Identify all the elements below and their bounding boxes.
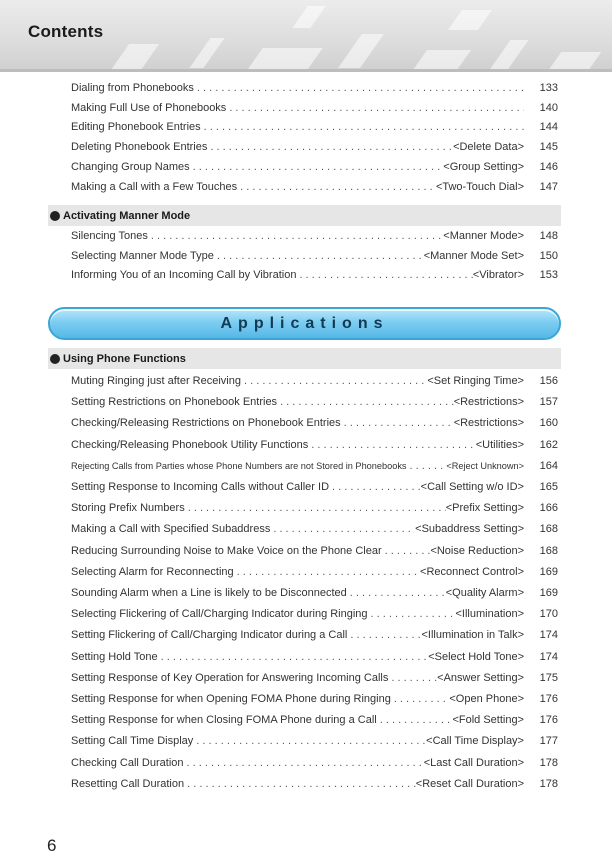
entry-title: Sounding Alarm when a Line is likely to be Disconnected: [71, 587, 347, 599]
entry-title: Making Full Use of Phonebooks: [71, 101, 227, 114]
entry-title: Reducing Surrounding Noise to Make Voice on the Phone Clear: [71, 544, 382, 557]
dot-leader: [237, 179, 436, 195]
toc-entry[interactable]: [71, 755, 558, 771]
dot-leader: [382, 543, 431, 559]
entry-function-name: <Reject Unknown>: [446, 460, 524, 471]
entry-function-name: <Restrictions>: [453, 396, 524, 409]
section-heading-manner-mode: [48, 205, 561, 226]
toc-entry[interactable]: [71, 437, 558, 453]
toc-entry[interactable]: [71, 248, 558, 264]
entry-page-number: 153: [539, 269, 558, 282]
entry-title: Selecting Manner Mode Type: [71, 249, 214, 262]
dot-leader: [368, 606, 456, 622]
entry-function-name: <Manner Mode Set>: [423, 249, 524, 262]
entry-title: Dialing from Phonebooks: [71, 82, 194, 94]
entry-page-number: 165: [539, 481, 558, 493]
entry-function-name: <Manner Mode>: [443, 230, 524, 242]
toc-entry[interactable]: [71, 100, 558, 116]
toc-entry[interactable]: [71, 139, 558, 155]
dot-leader: [347, 627, 421, 643]
section-label: Activating Manner Mode: [63, 209, 191, 222]
dot-leader: [341, 415, 454, 431]
toc-entry[interactable]: [71, 500, 558, 516]
dot-leader: [308, 437, 475, 453]
toc-entry[interactable]: [71, 159, 558, 175]
entry-page-number: 166: [539, 502, 558, 515]
toc-entry[interactable]: [71, 585, 558, 601]
applications-banner: [48, 307, 561, 340]
entry-title: Changing Group Names: [71, 160, 190, 173]
toc-entry[interactable]: [71, 267, 558, 283]
dot-leader: [158, 649, 429, 665]
page-title: Contents: [28, 22, 104, 41]
entry-function-name: <Last Call Duration>: [423, 756, 524, 769]
entry-page-number: 162: [539, 438, 558, 451]
entry-function-name: <Noise Reduction>: [430, 544, 524, 557]
entry-function-name: <Illumination in Talk>: [421, 629, 524, 642]
dot-leader: [226, 100, 524, 116]
dot-leader: [388, 670, 437, 686]
entry-page-number: 176: [539, 693, 558, 705]
page-header: [0, 0, 612, 72]
entry-title: Resetting Call Duration: [71, 777, 185, 790]
entry-title: Selecting Flickering of Call/Charging Indicator during Ringing: [71, 608, 368, 621]
dot-leader: [296, 267, 472, 283]
applications-label: Applications: [220, 314, 389, 332]
entry-function-name: <Prefix Setting>: [445, 502, 524, 515]
entry-page-number: 174: [539, 629, 558, 642]
entry-function-name: <Vibrator>: [472, 269, 524, 282]
entry-function-name: <Utilities>: [475, 438, 524, 451]
toc-entry[interactable]: [71, 373, 558, 389]
entry-title: Setting Hold Tone: [71, 650, 158, 663]
entry-function-name: <Open Phone>: [449, 693, 524, 705]
entry-page-number: 148: [539, 230, 558, 242]
toc-entry[interactable]: [71, 415, 558, 431]
entry-title: Setting Response to Incoming Calls without Caller ID: [71, 481, 330, 493]
toc-entry[interactable]: [71, 776, 558, 792]
entry-function-name: <Restrictions>: [453, 417, 524, 430]
section-heading-phone-functions: [48, 348, 561, 369]
entry-title: Setting Response for when Opening FOMA Phone during Ringing: [71, 693, 391, 705]
entry-function-name: <Group Setting>: [443, 160, 524, 173]
toc-entry[interactable]: [71, 627, 558, 643]
entry-title: Setting Restrictions on Phonebook Entries: [71, 396, 278, 409]
entry-page-number: 178: [539, 756, 558, 769]
entry-page-number: 140: [539, 101, 558, 114]
entry-title: Selecting Alarm for Reconnecting: [71, 565, 234, 578]
entry-function-name: <Select Hold Tone>: [428, 650, 524, 663]
dot-leader: [377, 712, 453, 728]
dot-leader: [193, 733, 426, 749]
toc-entry[interactable]: [71, 606, 558, 622]
bullet-icon: [50, 211, 60, 221]
entry-page-number: 145: [539, 141, 558, 154]
entry-page-number: 176: [539, 714, 558, 727]
entry-page-number: 144: [539, 121, 558, 134]
entry-function-name: <Two-Touch Dial>: [435, 180, 524, 193]
entry-title: Checking Call Duration: [71, 756, 184, 769]
entry-page-number: 175: [539, 671, 558, 684]
dot-leader: [184, 776, 416, 792]
entry-page-number: 147: [539, 180, 558, 193]
entry-page-number: 174: [539, 650, 558, 663]
dot-leader: [277, 394, 454, 410]
toc-entry[interactable]: [71, 479, 558, 495]
dot-leader: [184, 755, 424, 771]
entry-function-name: <Reconnect Control>: [420, 565, 524, 578]
dot-leader: [207, 139, 453, 155]
dot-leader: [241, 373, 427, 389]
dot-leader: [214, 248, 424, 264]
page-number: 6: [47, 836, 57, 855]
entry-function-name: <Call Setting w/o ID>: [420, 481, 524, 493]
entry-page-number: 178: [539, 777, 558, 790]
entry-function-name: <Subaddress Setting>: [415, 523, 524, 536]
entry-title: Setting Response for when Closing FOMA Phone during a Call: [71, 714, 377, 727]
toc-entry[interactable]: [71, 179, 558, 195]
entry-function-name: <Set Ringing Time>: [427, 375, 524, 387]
entry-function-name: <Answer Setting>: [437, 671, 524, 684]
dot-leader: [234, 564, 420, 580]
bullet-icon: [50, 354, 60, 364]
entry-page-number: 164: [539, 459, 558, 472]
entry-function-name: <Quality Alarm>: [445, 587, 524, 599]
entry-title: Informing You of an Incoming Call by Vibration: [71, 269, 297, 282]
dot-leader: [391, 691, 450, 707]
dot-leader: [148, 228, 443, 244]
toc-entry[interactable]: [71, 458, 558, 474]
entry-function-name: <Reset Call Duration>: [415, 777, 524, 790]
entry-page-number: 169: [539, 587, 558, 599]
toc-entry[interactable]: [71, 521, 558, 537]
entry-title: Setting Response of Key Operation for Answering Incoming Calls: [71, 671, 389, 684]
toc-entry[interactable]: [71, 733, 558, 749]
toc-entry[interactable]: [71, 228, 558, 244]
toc-entry[interactable]: [71, 670, 558, 686]
entry-title: Deleting Phonebook Entries: [71, 141, 208, 154]
dot-leader: [190, 159, 444, 175]
dot-leader: [185, 500, 446, 516]
toc-entry[interactable]: [71, 394, 558, 410]
dot-leader: [194, 80, 524, 96]
entry-title: Making a Call with Specified Subaddress: [71, 523, 271, 536]
entry-page-number: 146: [539, 160, 558, 173]
entry-page-number: 168: [539, 523, 558, 536]
section-label: Using Phone Functions: [63, 352, 186, 365]
dot-leader: [347, 585, 446, 601]
entry-page-number: 157: [539, 396, 558, 409]
entry-page-number: 168: [539, 544, 558, 557]
entry-function-name: <Call Time Display>: [426, 735, 524, 748]
entry-function-name: <Delete Data>: [453, 141, 524, 154]
toc-entry[interactable]: [71, 649, 558, 665]
dot-leader: [407, 458, 447, 474]
toc-entry[interactable]: [71, 119, 558, 135]
entry-title: Storing Prefix Numbers: [71, 502, 185, 515]
toc-entry[interactable]: [71, 691, 558, 707]
entry-title: Making a Call with a Few Touches: [71, 180, 238, 193]
entry-title: Checking/Releasing Restrictions on Phonebook Entries: [71, 417, 341, 430]
toc-entry[interactable]: [71, 712, 558, 728]
entry-page-number: 133: [539, 82, 558, 94]
toc-entry[interactable]: [71, 80, 558, 96]
dot-leader: [201, 119, 524, 135]
entry-title: Setting Call Time Display: [71, 735, 194, 748]
entry-page-number: 160: [539, 417, 558, 430]
entry-page-number: 177: [539, 735, 558, 748]
entry-title: Silencing Tones: [71, 230, 148, 242]
dot-leader: [270, 521, 415, 537]
entry-title: Muting Ringing just after Receiving: [71, 375, 241, 387]
entry-function-name: <Illumination>: [455, 608, 524, 621]
entry-title: Editing Phonebook Entries: [71, 121, 201, 134]
toc-entry[interactable]: [71, 564, 558, 580]
entry-title: Rejecting Calls from Parties whose Phone Numbers are not Stored in Phonebooks: [71, 460, 407, 471]
entry-title: Setting Flickering of Call/Charging Indicator during a Call: [71, 629, 348, 642]
header-divider: [0, 69, 612, 72]
entry-title: Checking/Releasing Phonebook Utility Functions: [71, 438, 309, 451]
entry-function-name: <Fold Setting>: [452, 714, 524, 727]
dot-leader: [329, 479, 421, 495]
entry-page-number: 169: [539, 565, 558, 578]
entry-page-number: 156: [539, 375, 558, 387]
entry-page-number: 170: [539, 608, 558, 621]
toc-entry[interactable]: [71, 543, 558, 559]
entry-page-number: 150: [539, 249, 558, 262]
